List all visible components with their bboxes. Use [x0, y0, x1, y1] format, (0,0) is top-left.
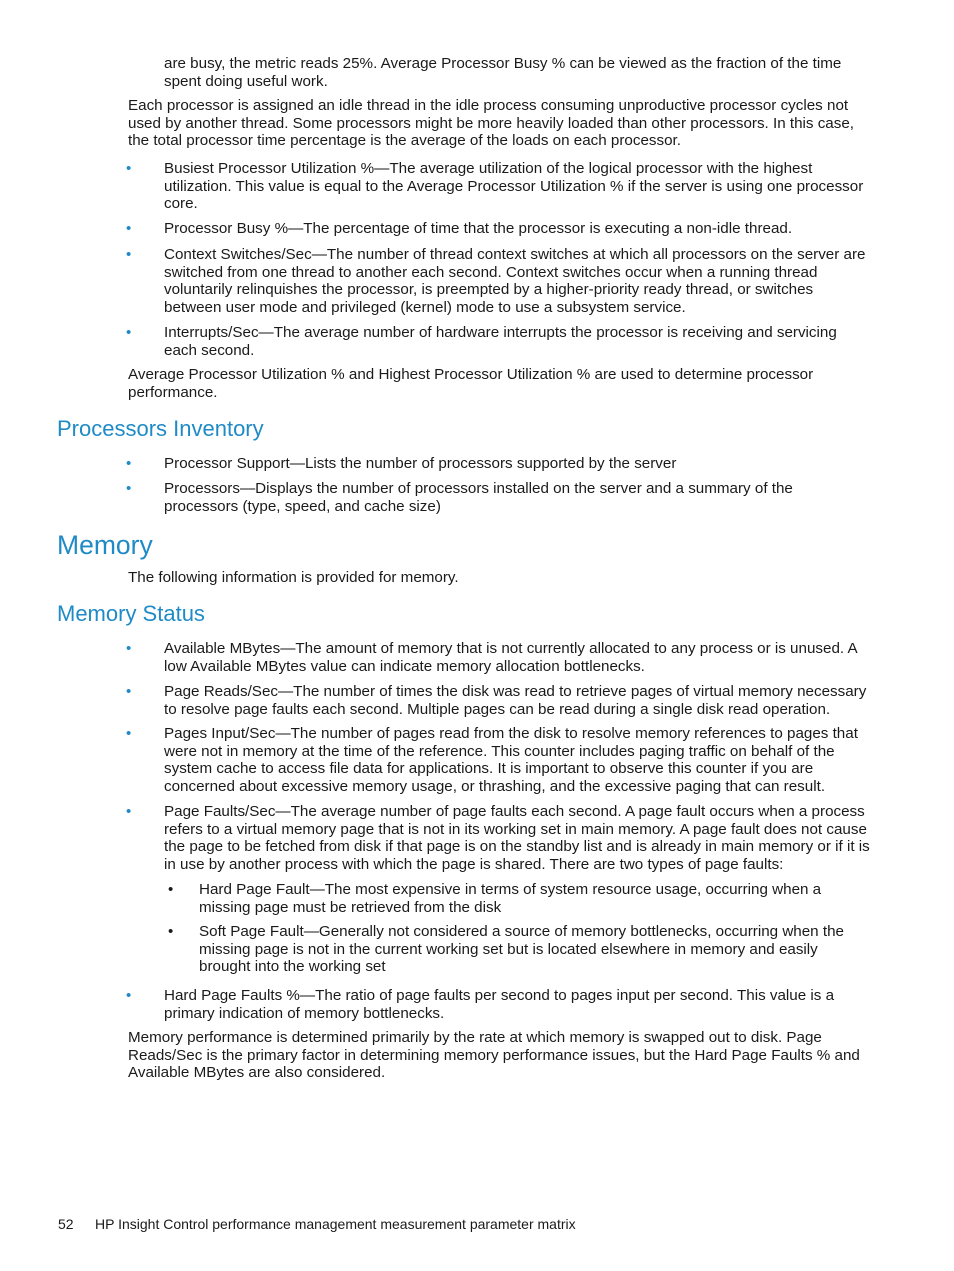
bullet-icon: •	[126, 455, 132, 472]
bullet-icon: •	[126, 640, 132, 657]
document-page: are busy, the metric reads 25%. Average Processor Busy % can be viewed as the fraction of the time spent doing useful work. Each processor is assigned an idle thread in the idle process consuming unproductive processor cycles not used by another thread. Some processors might be more heavily loaded than other processors. In this case, the total processor time percentage is the average of the loads on each processor. • Busiest Processor Utilization %—The average utilization of the logical processor with the highest utilization. This value is equal to the Average Processor Utilization % if the server is using one processor core. • Processor Busy %—The percentage of time that the processor is executing a non-idle thread. • Context Switches/Sec—The number of thread context switches at which all processors on the server are switched from one thread to another each second. Context switches occur when a running thread voluntarily relinquishes the processor, is preempted by a higher-priority ready thread, or switches between user mode and privileged (kernel) mode to use a subsystem service. • Interrupts/Sec—The average number of hardware interrupts the processor is receiving and servicing each second. Average Processor Utilization % and Highest Processor Utilization % are used to determine processor performance. Processors Inventory • Processor Support—Lists the number of processors supported by the server • Processors—Displays the number of processors installed on the server and a summary of the processors (type, speed, and cache size) Memory The following information is provided for memory. Memory Status • Available MBytes—The amount of memory that is not currently allocated to any process or is unused. A low Available MBytes value can indicate memory allocation bottlenecks. • Page Reads/Sec—The number of times the disk was read to retrieve pages of virtual memory necessary to resolve page faults each second. Multiple pages can be read during a single disk read operation. • Pages Input/Sec—The number of pages read from the disk to resolve memory references to pages that were not in memory at the time of the reference. This counter includes paging traffic on behalf of the system cache to access file data for applications. It is important to observe this counter if you are concerned about excessive memory usage, or thrashing, and the excessive paging that can result. • Page Faults/Sec—The average number of page faults each second. A page fault occurs when a process refers to a virtual memory page that is not in its working set in main memory. A page fault does not cause the page to be fetched from disk if that page is on the standby list and is already in main memory or if it is in use by another process with which the page is shared. There are two types of page faults: • Hard Page Fault—The most expensive in terms of system resource usage, occurring when a missing page must be retrieved from the disk • Soft Page Fault—Generally not considered a source of memory bottlenecks, occurring when the missing page is not in the current working set but is located elsewhere in memory and easily brought into the working set • Hard Page Faults %—The ratio of page faults per second to pages input per second. This value is a primary indication of memory bottlenecks. Memory performance is determined primarily by the rate at which memory is swapped out to disk. Page Reads/Sec is the primary factor in determining memory performance issues, but the Hard Page Faults % and Available MBytes are also considered. 52 HP Insight Control performance management measurement parameter matrix	[0, 0, 954, 1271]
bullet-icon: •	[126, 683, 132, 700]
processor-summary: Average Processor Utilization % and Highest Processor Utilization % are used to determine processor performance.	[128, 366, 814, 401]
memory-summary: Memory performance is determined primarily by the rate at which memory is swapped out to disk. Page Reads/Sec is the primary factor in determining memory performance issues, but the Hard Page Faults % and Available MBytes are also considered.	[128, 1029, 860, 1082]
bullet-icon: •	[126, 220, 132, 237]
bullet-icon: •	[126, 160, 132, 177]
section-heading-memory-status: Memory Status	[57, 601, 205, 626]
section-heading-processors-inventory: Processors Inventory	[57, 416, 264, 441]
bullet-icon: •	[168, 881, 174, 898]
section-heading-memory: Memory	[57, 530, 153, 560]
footer-title: HP Insight Control performance management measurement parameter matrix	[95, 1216, 576, 1232]
page-number: 52	[58, 1216, 74, 1232]
intro-continuation: are busy, the metric reads 25%. Average Processor Busy % can be viewed as the fraction of the time spent doing useful work.	[164, 55, 842, 90]
bullet-icon: •	[126, 725, 132, 742]
bullet-icon: •	[168, 923, 174, 940]
bullet-icon: •	[126, 803, 132, 820]
idle-paragraph: Each processor is assigned an idle thread in the idle process consuming unproductive processor cycles not used by another thread. Some processors might be more heavily loaded than other processors. In this case, the total processor time percentage is the average of the loads on each processor.	[128, 97, 855, 150]
memory-intro: The following information is provided for memory.	[128, 569, 459, 586]
bullet-icon: •	[126, 987, 132, 1004]
bullet-icon: •	[126, 246, 132, 263]
bullet-icon: •	[126, 324, 132, 341]
bullet-icon: •	[126, 480, 132, 497]
